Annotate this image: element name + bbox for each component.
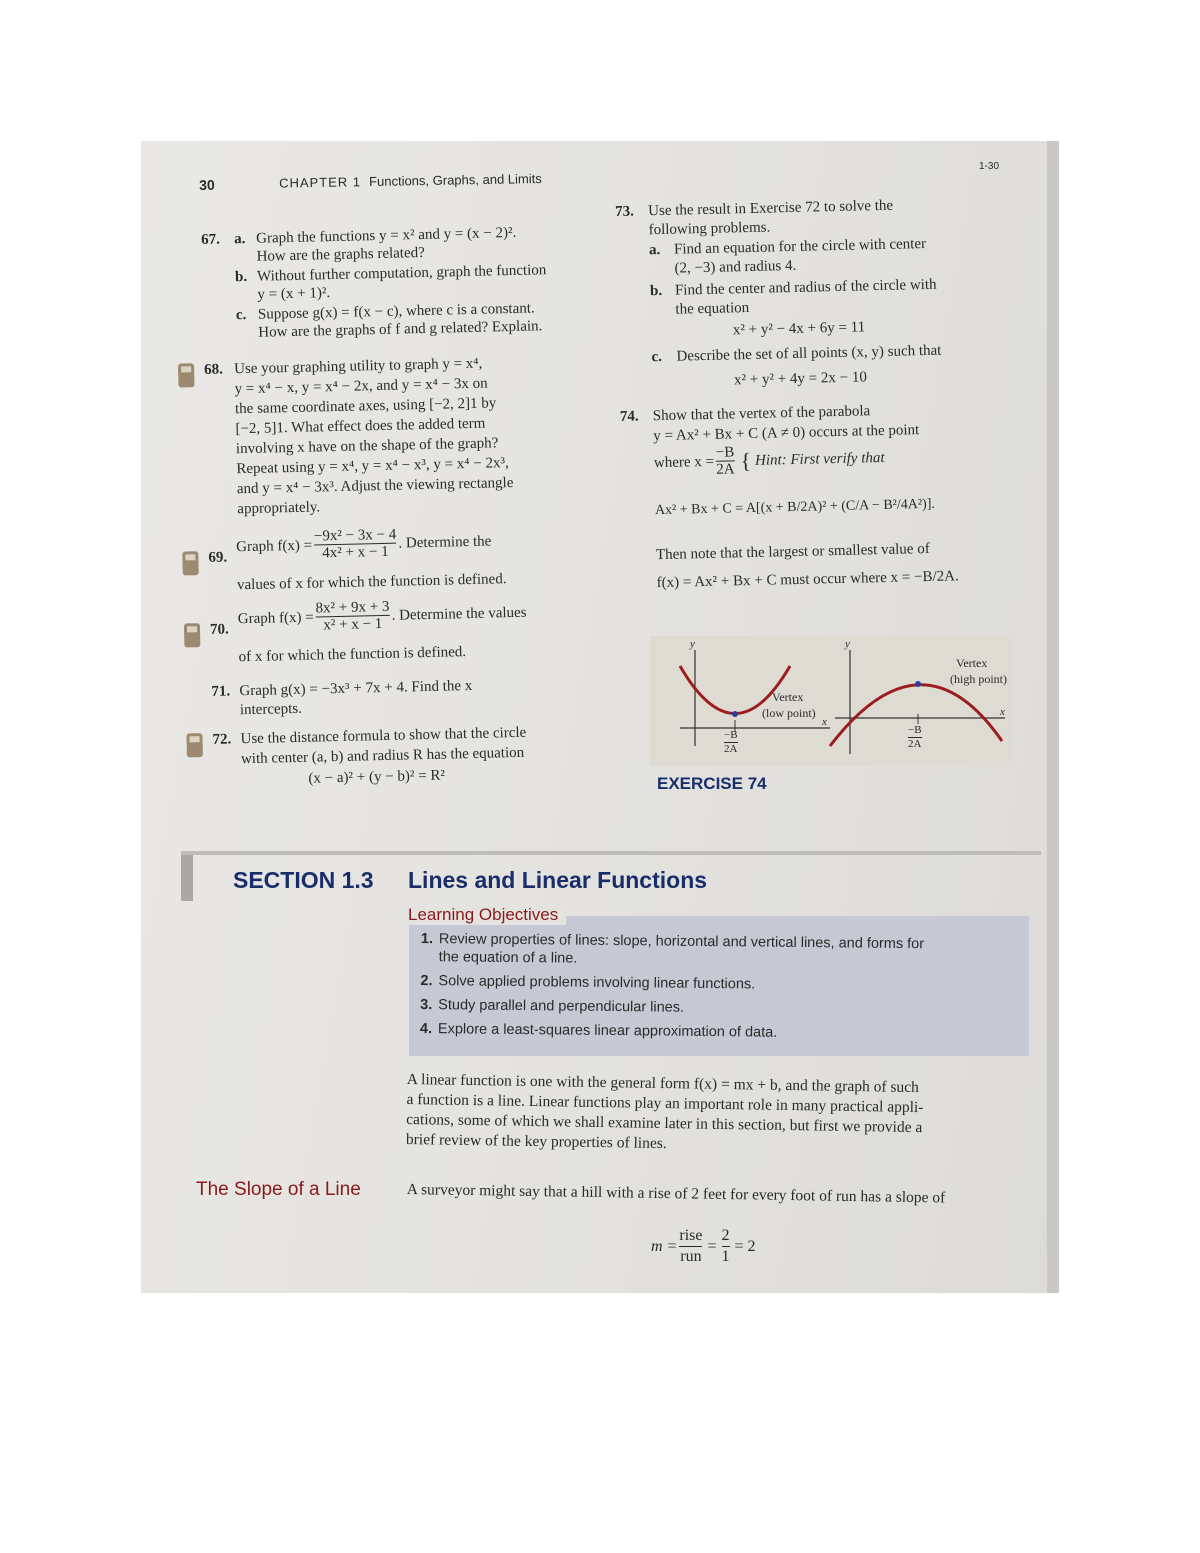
slope-equation: m = $\frac{\text{rise}}{\text{run}}$ = $\frac{2}{1}$ = 2 [651,1227,756,1265]
book-page-photo [141,141,1059,1293]
objective-text: Explore a least-squares linear approximation of data. [437,1021,778,1041]
slope-result: = 2 [734,1237,756,1255]
chapter-label: CHAPTER 1 [278,174,362,191]
right-tick-label [908,724,922,751]
ex73-a-line1: Find an equation for the circle with center [673,235,927,258]
objective-text: Review properties of lines: slope, horizontal and vertical lines, and forms for [438,931,925,953]
intro-line: brief review of the key properties of lines. [405,1130,667,1153]
slope-text: A surveyor might say that a hill with a rise of 2 feet for every foot of run has a slope of [406,1181,946,1207]
ex67-c-label: c. [235,306,247,324]
section-bar [181,855,193,901]
slope-one: 1 [721,1248,730,1265]
ex73-a-line2: (2, −3) and radius 4. [674,257,797,277]
ex68-line: Use your graphing utility to graph y = x⁴, [233,355,483,378]
ex68-number: 68. [203,361,224,378]
ex73-b-equation: x² + y² − 4x + 6y = 11 [732,319,866,339]
ex72-equation: (x − a)² + (y − b)² = R² [308,767,446,787]
ex74-frac-bottom: 2A [716,461,735,478]
ex71-line1: Graph g(x) = −3x³ + 7x + 4. Find the x [239,677,473,700]
section-divider [181,851,1041,855]
objective-text: Solve applied problems involving linear functions. [438,973,756,993]
ex74-where-line: where x = $\frac{-B}{2A}$ { Hint: First verify that [653,444,885,478]
ex67-b-line2: y = (x + 1)². [257,285,331,303]
objective-text: the equation of a line. [438,949,578,967]
ex70-fraction [315,599,390,634]
calculator-icon [178,363,195,387]
slope-two: 2 [722,1226,730,1247]
left-tick-bottom: 2A [724,743,738,755]
ex68-line: involving x have on the shape of the graph? [235,435,499,458]
ex67-a-line1: Graph the functions y = x² and y = (x − 2)². [256,224,517,247]
ex74-f-line: f(x) = Ax² + Bx + C must occur where x = −B/2A. [656,568,959,592]
objective-number: 4. [419,1020,433,1038]
ex68-line: [−2, 5]1. What effect does the added term [235,415,486,438]
ex69-numerator: −9x² − 3x − 4 [313,526,397,545]
ex69-denominator: 4x² + x − 1 [322,543,389,562]
ex73-number: 73. [615,203,635,220]
right-column [615,194,1004,623]
slope-two-one [722,1226,730,1267]
ex71-number: 71. [211,683,231,700]
ex73-c-equation: x² + y² + 4y = 2x − 10 [733,369,868,389]
low-point-marker [732,711,738,717]
exercise-74-figure [650,636,1012,766]
objective-number: 1. [420,931,434,948]
ex69-formula [236,524,492,563]
intro-paragraph [406,1071,1037,1161]
ex67-number: 67. [201,231,221,248]
right-axis-y-label: y [845,638,850,650]
right-vertex-label: Vertex [956,656,988,670]
figure-caption: EXERCISE 74 [657,774,767,793]
ex67-a-line2: How are the graphs related? [256,244,426,265]
intro-line: a function is a line. Linear functions play an important role in many practical appli- [406,1090,924,1117]
slope-heading: The Slope of a Line [196,1179,361,1200]
objective-number: 2. [420,972,433,990]
intro-line: cations, some of which we shall examine later in this section, but first we provide a [406,1110,923,1137]
ex70-formula [237,596,526,636]
ex69-line2: values of x for which the function is defined. [236,571,507,594]
ex70-line2: of x for which the function is defined. [238,644,467,666]
slope-run: run [680,1248,702,1265]
ex68-line: the same coordinate axes, using [−2, 2]1 by [234,395,497,418]
ex69-fraction [314,527,397,562]
ex70-post: . Determine the values [391,604,527,624]
ex74-hint: Hint: First verify that [754,449,885,469]
left-vertex-label: Vertex [772,690,804,704]
section-title: Lines and Linear Functions [408,867,708,893]
ex67-b-label: b. [234,268,248,286]
ex72-line2: with center (a, b) and radius R has the equation [240,744,525,768]
ex74-fraction [716,444,735,477]
ex74-then-line: Then note that the largest or smallest value of [655,540,930,564]
ex67-b-line1: Without further computation, graph the function [256,262,547,285]
ex70-number: 70. [209,621,229,638]
ex72-number: 72. [212,731,232,748]
ex73-c-line1: Describe the set of all points (x, y) such that [676,342,942,365]
ex69-post: . Determine the [398,532,492,552]
ex68-line: and y = x⁴ − 3x³. Adjust the viewing rectangle [236,474,514,498]
ex74-where: where x = [653,453,715,471]
ex67-c-line2: How are the graphs of f and g related? Explain. [258,318,543,341]
ex67-a-label: a. [234,230,246,248]
right-tick-bottom: 2A [908,738,922,750]
left-tick-top: −B [724,729,738,741]
ex68-line: y = x⁴ − x, y = x⁴ − 2x, and y = x⁴ − 3x on [234,375,488,398]
ex70-denominator: x² + x − 1 [323,615,383,634]
high-point-marker [915,681,921,687]
ex73-c-label: c. [651,348,663,366]
objectives-list [420,931,1031,1057]
ex73-a-label: a. [648,241,661,259]
ex68-line: Repeat using y = x⁴, y = x⁴ − x³, y = x⁴ − 2x³, [236,455,509,478]
ex73-b-line2: the equation [675,299,750,318]
right-tick-top: −B [908,724,922,736]
slope-m: m = [651,1237,678,1255]
ex73-b-line1: Find the center and radius of the circle with [674,276,937,299]
ex74-equation: Ax² + Bx + C = A[(x + B/2A)² + (C/A − B²/4A²)]. [654,496,936,519]
left-column [201,222,614,791]
ex73-line1: Use the result in Exercise 72 to solve the [648,197,894,220]
left-axis-y-label: y [690,638,695,650]
slope-rise-run [679,1226,702,1267]
learning-objectives-heading: Learning Objectives [408,905,566,925]
left-axis-x-label: x [822,716,827,728]
objective-number: 3. [420,996,433,1014]
ex70-pre: Graph f(x) = [237,609,314,627]
page-edge [1047,141,1059,1293]
ex73-b-label: b. [649,282,663,300]
margin-ref: 1-30 [979,161,1000,172]
ex74-number: 74. [619,408,639,425]
slope-rise: rise [679,1226,702,1247]
calculator-icon [182,551,199,575]
ex71-line2: intercepts. [239,700,303,719]
ex67-c-line1: Suppose g(x) = f(x − c), where c is a constant. [257,300,535,323]
ex69-number: 69. [208,549,228,566]
section-label: SECTION 1.3 [233,867,374,893]
ex72-line1: Use the distance formula to show that the circle [240,724,527,748]
ex68-line: appropriately. [237,499,321,518]
right-axis-x-label: x [1000,706,1005,718]
objective-text: Study parallel and perpendicular lines. [438,997,685,1016]
page-number: 30 [199,176,215,193]
ex70-numerator: 8x² + 9x + 3 [315,598,390,617]
right-vertex-sub: (high point) [950,672,1007,686]
ex74-line1: Show that the vertex of the parabola [652,403,871,425]
ex74-line2: y = Ax² + Bx + C (A ≠ 0) occurs at the point [653,422,920,445]
ex73-line2: following problems. [648,219,771,239]
intro-line: A linear function is one with the general form f(x) = mx + b, and the graph of such [406,1071,919,1097]
ex69-pre: Graph f(x) = [235,537,313,555]
ex74-frac-top: −B [715,444,735,461]
left-tick-label [724,729,738,756]
chapter-title: Functions, Graphs, and Limits [368,171,542,190]
calculator-icon [186,733,203,757]
left-vertex-sub: (low point) [762,706,816,720]
calculator-icon [184,623,201,647]
